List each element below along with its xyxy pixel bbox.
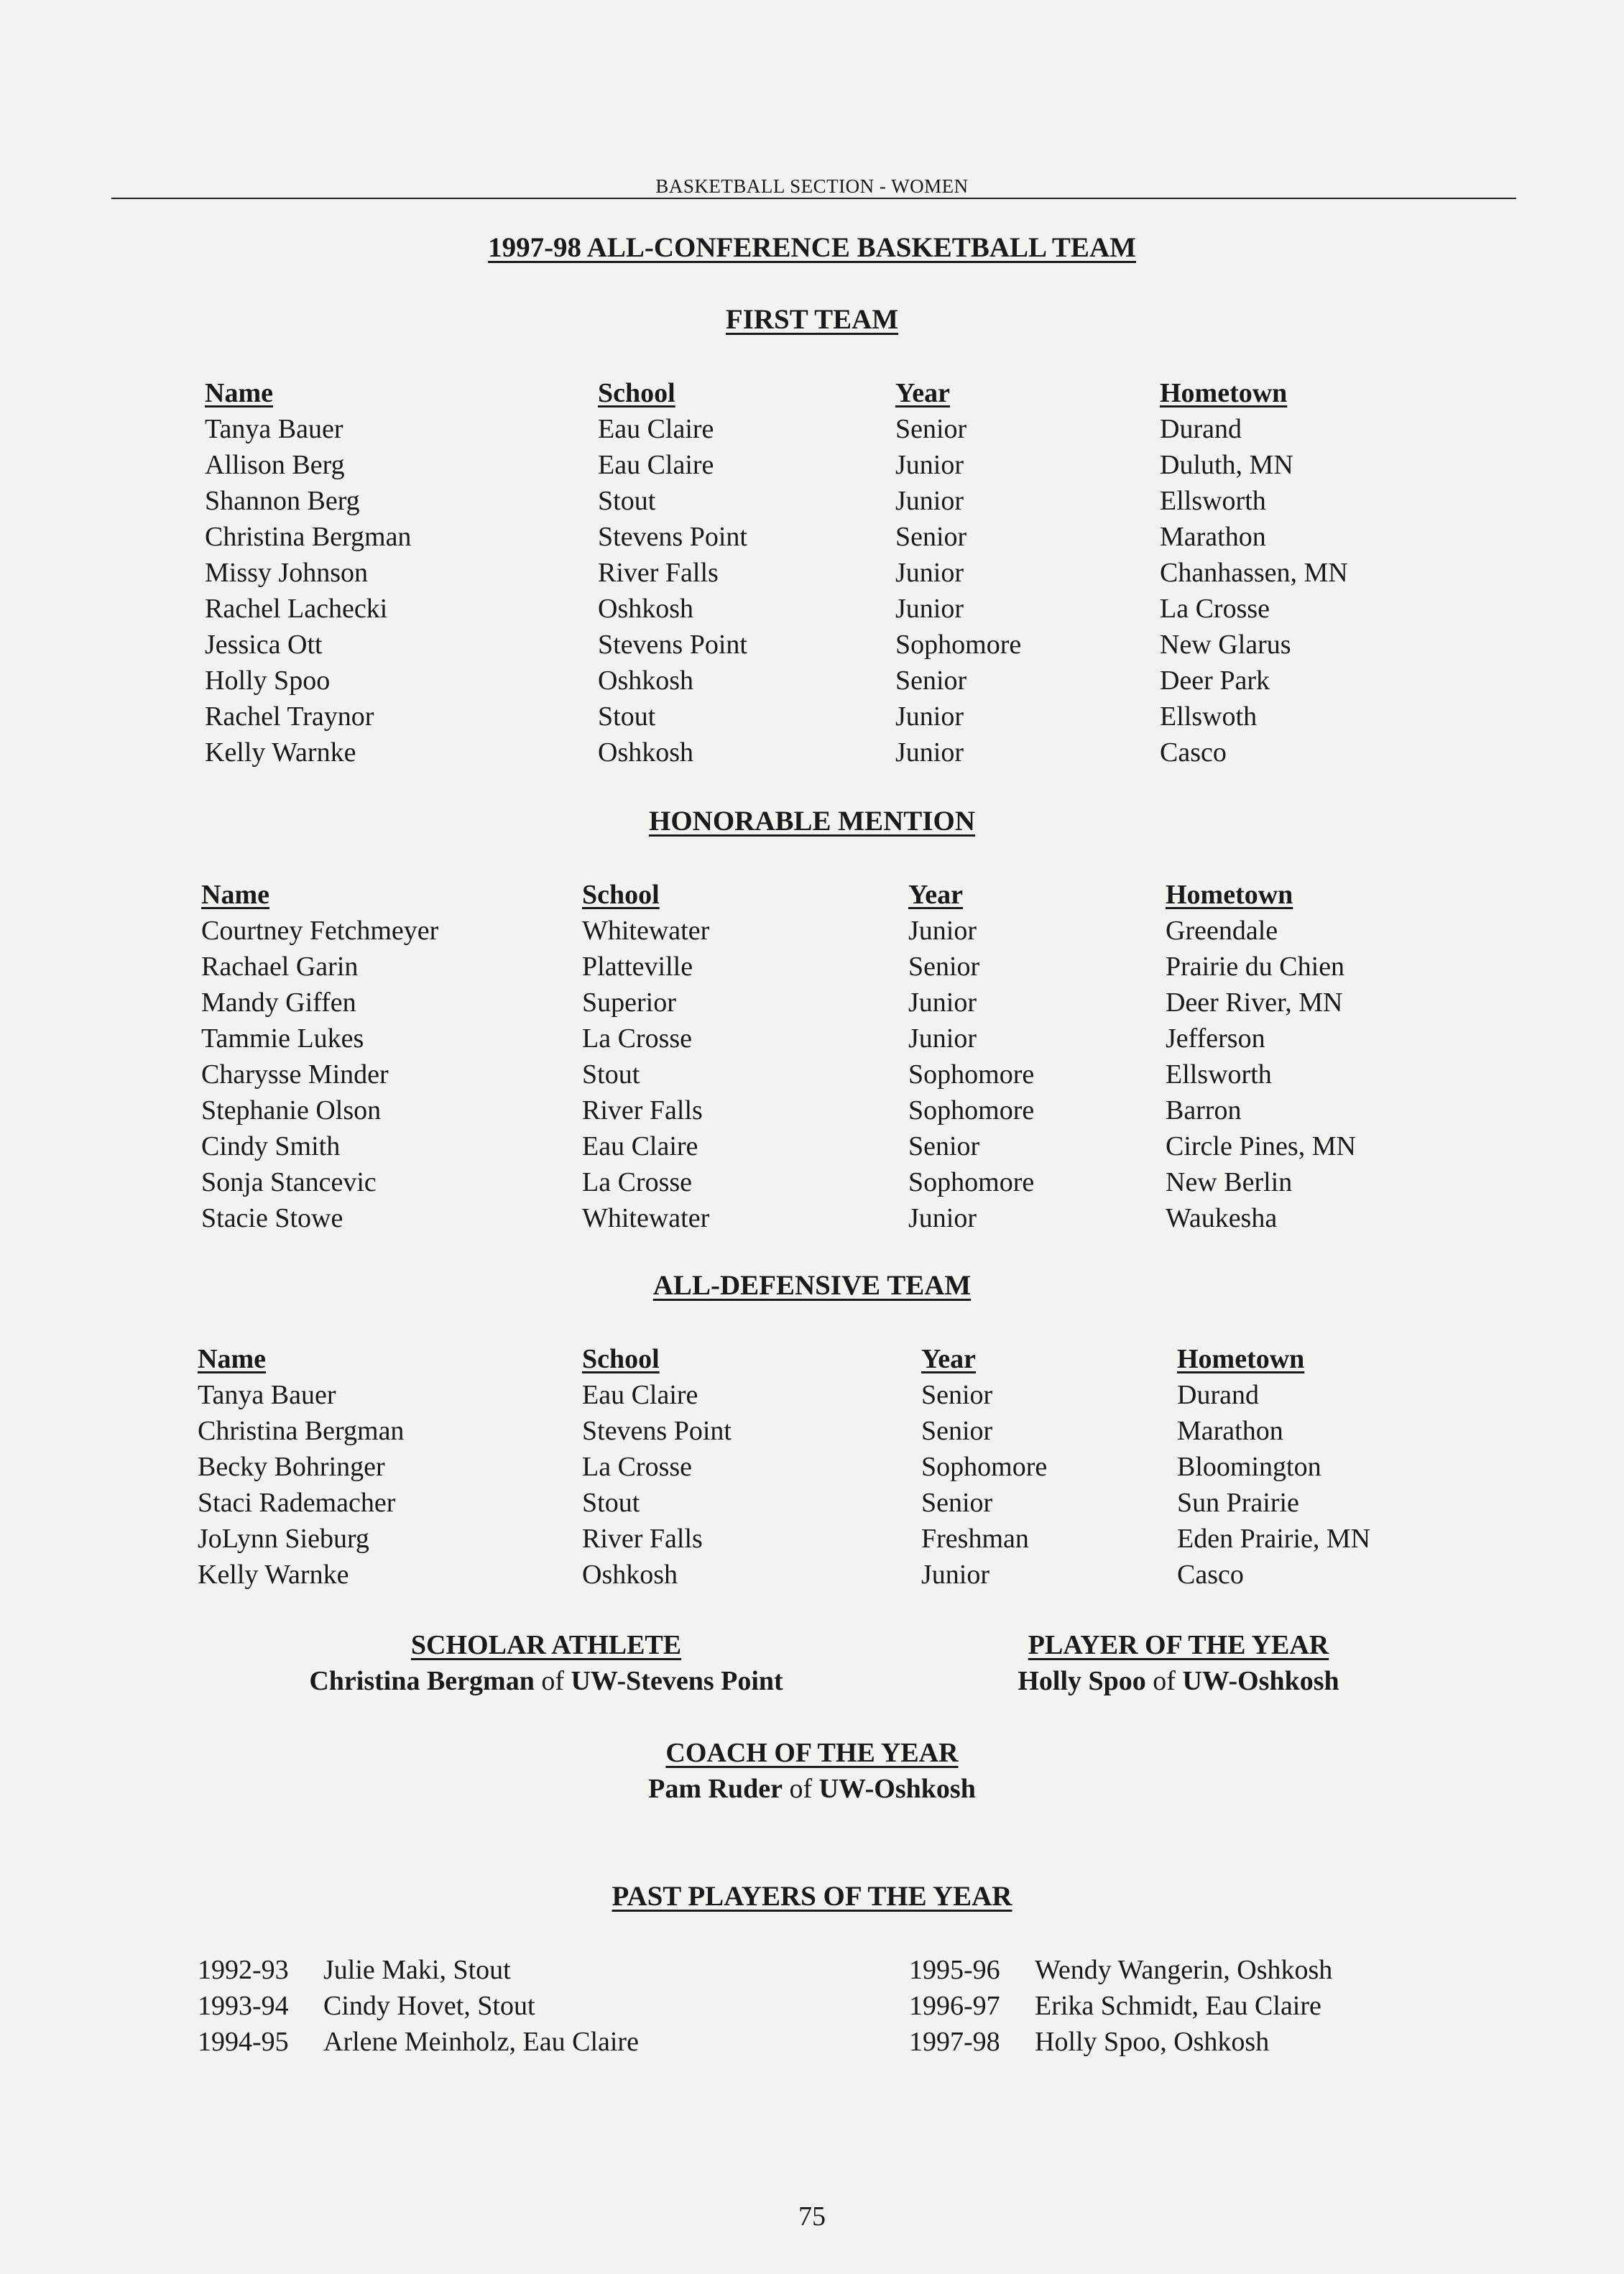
year-header: Year	[895, 378, 950, 408]
table-cell: Rachel Traynor	[205, 701, 374, 732]
past-players-left-list	[198, 1952, 639, 2060]
first-team-year-column	[895, 375, 1021, 770]
first-team-title: FIRST TEAM	[725, 304, 899, 335]
past-player: Holly Spoo, Oshkosh	[1035, 2027, 1270, 2057]
table-cell: New Glarus	[1160, 630, 1291, 660]
table-cell: Oshkosh	[598, 666, 694, 696]
table-cell: Junior	[895, 737, 964, 768]
school-header: School	[582, 1344, 660, 1374]
table-cell: Whitewater	[582, 916, 710, 946]
all-defensive-title: ALL-DEFENSIVE TEAM	[652, 1270, 972, 1301]
table-cell: Ellswoth	[1160, 701, 1258, 732]
player-of-year-winner	[913, 1663, 1444, 1699]
table-cell: Junior	[895, 450, 964, 480]
table-cell: River Falls	[582, 1095, 703, 1126]
all-defensive-name-column	[198, 1341, 404, 1593]
table-cell: Shannon Berg	[205, 486, 360, 516]
hometown-header: Hometown	[1166, 880, 1293, 910]
name-header: Name	[198, 1344, 266, 1374]
scholar-athlete-award	[237, 1627, 855, 1699]
coach-of-year-title: COACH OF THE YEAR	[665, 1738, 959, 1768]
winner-name: Pam Ruder	[648, 1774, 783, 1804]
player-of-year-award	[913, 1627, 1444, 1699]
year-header: Year	[921, 1344, 976, 1374]
table-cell: Cindy Smith	[201, 1131, 341, 1161]
table-cell: Junior	[895, 594, 964, 624]
table-cell: River Falls	[582, 1524, 703, 1554]
section-header: BASKETBALL SECTION - WOMEN	[655, 175, 969, 197]
year-header: Year	[908, 880, 963, 910]
table-cell: Chanhassen, MN	[1160, 558, 1348, 588]
table-cell: Ellsworth	[1166, 1059, 1272, 1090]
table-cell: Senior	[921, 1416, 993, 1446]
table-cell: Prairie du Chien	[1166, 952, 1345, 982]
table-cell: River Falls	[598, 558, 719, 588]
table-cell: Platteville	[582, 952, 693, 982]
name-header: Name	[205, 378, 273, 408]
table-cell: Eau Claire	[582, 1131, 698, 1161]
table-cell: Senior	[895, 414, 967, 444]
table-cell: Junior	[908, 1023, 977, 1054]
past-players-right-list	[909, 1952, 1332, 2060]
table-cell: Staci Rademacher	[198, 1488, 396, 1518]
table-cell: Superior	[582, 988, 676, 1018]
table-cell: Sonja Stancevic	[201, 1167, 377, 1197]
of-text: of	[789, 1774, 813, 1804]
table-cell: Stephanie Olson	[201, 1095, 382, 1126]
list-item	[198, 1952, 639, 1988]
list-item	[198, 2024, 639, 2060]
past-player: Wendy Wangerin, Oshkosh	[1035, 1955, 1333, 1985]
table-cell: Deer River, MN	[1166, 988, 1343, 1018]
table-cell: Rachael Garin	[201, 952, 359, 982]
table-cell: Senior	[895, 666, 967, 696]
table-cell: Becky Bohringer	[198, 1452, 385, 1482]
honorable-mention-year-column	[908, 877, 1034, 1236]
past-player: Arlene Meinholz, Eau Claire	[323, 2027, 639, 2057]
table-cell: Bloomington	[1177, 1452, 1321, 1482]
table-cell: Sophomore	[908, 1095, 1035, 1126]
table-cell: Deer Park	[1160, 666, 1270, 696]
table-cell: Eau Claire	[582, 1380, 698, 1410]
coach-of-year-award	[0, 1735, 1624, 1807]
table-cell: Stout	[598, 486, 656, 516]
table-cell: Sun Prairie	[1177, 1488, 1299, 1518]
table-cell: Missy Johnson	[205, 558, 368, 588]
table-cell: Stevens Point	[598, 630, 747, 660]
table-cell: Durand	[1177, 1380, 1259, 1410]
table-cell: Duluth, MN	[1160, 450, 1293, 480]
table-cell: Freshman	[921, 1524, 1029, 1554]
past-year: 1993-94	[198, 1991, 289, 2021]
table-cell: Eden Prairie, MN	[1177, 1524, 1371, 1554]
table-cell: Junior	[895, 558, 964, 588]
scholar-athlete-winner	[237, 1663, 855, 1699]
table-cell: Stevens Point	[598, 522, 747, 552]
table-cell: Barron	[1166, 1095, 1242, 1126]
winner-school: UW-Stevens Point	[571, 1666, 783, 1696]
table-cell: Jefferson	[1166, 1023, 1265, 1054]
hometown-header: Hometown	[1160, 378, 1288, 408]
table-cell: Christina Bergman	[198, 1416, 405, 1446]
page-title: 1997-98 ALL-CONFERENCE BASKETBALL TEAM	[488, 232, 1136, 263]
table-cell: Circle Pines, MN	[1166, 1131, 1356, 1161]
table-cell: Greendale	[1166, 916, 1278, 946]
table-cell: Courtney Fetchmeyer	[201, 916, 439, 946]
page-number: 75	[798, 2201, 826, 2232]
table-cell: Tanya Bauer	[205, 414, 343, 444]
table-cell: New Berlin	[1166, 1167, 1293, 1197]
table-cell: Christina Bergman	[205, 522, 412, 552]
table-cell: Eau Claire	[598, 414, 714, 444]
winner-name: Christina Bergman	[309, 1666, 535, 1696]
table-cell: Sophomore	[921, 1452, 1048, 1482]
past-year: 1994-95	[198, 2027, 289, 2057]
table-cell: Whitewater	[582, 1203, 710, 1233]
coach-of-year-winner	[0, 1771, 1624, 1807]
scholar-athlete-title: SCHOLAR ATHLETE	[410, 1630, 682, 1660]
past-year: 1996-97	[909, 1991, 1000, 2021]
honorable-mention-hometown-column	[1166, 877, 1356, 1236]
honorable-mention-name-column	[201, 877, 438, 1236]
table-cell: Stout	[598, 701, 656, 732]
table-cell: La Crosse	[1160, 594, 1270, 624]
table-cell: Kelly Warnke	[198, 1560, 349, 1590]
table-cell: Ellsworth	[1160, 486, 1266, 516]
table-cell: Senior	[908, 1131, 980, 1161]
table-cell: Casco	[1177, 1560, 1244, 1590]
all-defensive-school-column	[582, 1341, 732, 1593]
table-cell: Junior	[921, 1560, 989, 1590]
honorable-mention-school-column	[582, 877, 709, 1236]
table-cell: Senior	[895, 522, 967, 552]
table-cell: Stout	[582, 1059, 640, 1090]
table-cell: Marathon	[1177, 1416, 1283, 1446]
table-cell: Charysse Minder	[201, 1059, 389, 1090]
table-cell: Tanya Bauer	[198, 1380, 336, 1410]
table-cell: Senior	[908, 952, 980, 982]
all-defensive-hometown-column	[1177, 1341, 1370, 1593]
list-item	[909, 2024, 1332, 2060]
table-cell: JoLynn Sieburg	[198, 1524, 369, 1554]
first-team-hometown-column	[1160, 375, 1348, 770]
past-player: Julie Maki, Stout	[323, 1955, 511, 1985]
past-player: Cindy Hovet, Stout	[323, 1991, 535, 2021]
first-team-school-column	[598, 375, 747, 770]
table-cell: Durand	[1160, 414, 1242, 444]
table-cell: La Crosse	[582, 1167, 693, 1197]
first-team-name-column	[205, 375, 411, 770]
table-cell: Rachel Lachecki	[205, 594, 388, 624]
table-cell: Stevens Point	[582, 1416, 732, 1446]
list-item	[909, 1952, 1332, 1988]
winner-name: Holly Spoo	[1018, 1666, 1146, 1696]
table-cell: Junior	[908, 988, 977, 1018]
table-cell: Sophomore	[895, 630, 1022, 660]
school-header: School	[582, 880, 660, 910]
header-rule	[111, 198, 1516, 199]
table-cell: La Crosse	[582, 1452, 693, 1482]
table-cell: Junior	[908, 1203, 977, 1233]
table-cell: Oshkosh	[582, 1560, 678, 1590]
table-cell: La Crosse	[582, 1023, 693, 1054]
winner-school: UW-Oshkosh	[818, 1774, 976, 1804]
table-cell: Casco	[1160, 737, 1227, 768]
table-cell: Kelly Warnke	[205, 737, 356, 768]
table-cell: Junior	[908, 916, 977, 946]
name-header: Name	[201, 880, 269, 910]
table-cell: Allison Berg	[205, 450, 345, 480]
table-cell: Sophomore	[908, 1167, 1035, 1197]
school-header: School	[598, 378, 675, 408]
table-cell: Sophomore	[908, 1059, 1035, 1090]
honorable-mention-title: HONORABLE MENTION	[649, 806, 975, 837]
table-cell: Senior	[921, 1380, 993, 1410]
past-year: 1997-98	[909, 2027, 1000, 2057]
all-defensive-year-column	[921, 1341, 1047, 1593]
list-item	[198, 1988, 639, 2024]
hometown-header: Hometown	[1177, 1344, 1305, 1374]
table-cell: Stout	[582, 1488, 640, 1518]
player-of-year-title: PLAYER OF THE YEAR	[1028, 1630, 1329, 1660]
past-year: 1995-96	[909, 1955, 1000, 1985]
of-text: of	[1153, 1666, 1176, 1696]
table-cell: Tammie Lukes	[201, 1023, 364, 1054]
winner-school: UW-Oshkosh	[1182, 1666, 1339, 1696]
of-text: of	[541, 1666, 564, 1696]
table-cell: Waukesha	[1166, 1203, 1278, 1233]
table-cell: Oshkosh	[598, 737, 694, 768]
table-cell: Marathon	[1160, 522, 1266, 552]
table-cell: Senior	[921, 1488, 993, 1518]
past-players-title: PAST PLAYERS OF THE YEAR	[612, 1881, 1012, 1912]
table-cell: Stacie Stowe	[201, 1203, 343, 1233]
table-cell: Jessica Ott	[205, 630, 323, 660]
table-cell: Eau Claire	[598, 450, 714, 480]
past-year: 1992-93	[198, 1955, 289, 1985]
table-cell: Junior	[895, 701, 964, 732]
table-cell: Mandy Giffen	[201, 988, 356, 1018]
table-cell: Junior	[895, 486, 964, 516]
table-cell: Oshkosh	[598, 594, 694, 624]
table-cell: Holly Spoo	[205, 666, 331, 696]
past-player: Erika Schmidt, Eau Claire	[1035, 1991, 1321, 2021]
list-item	[909, 1988, 1332, 2024]
